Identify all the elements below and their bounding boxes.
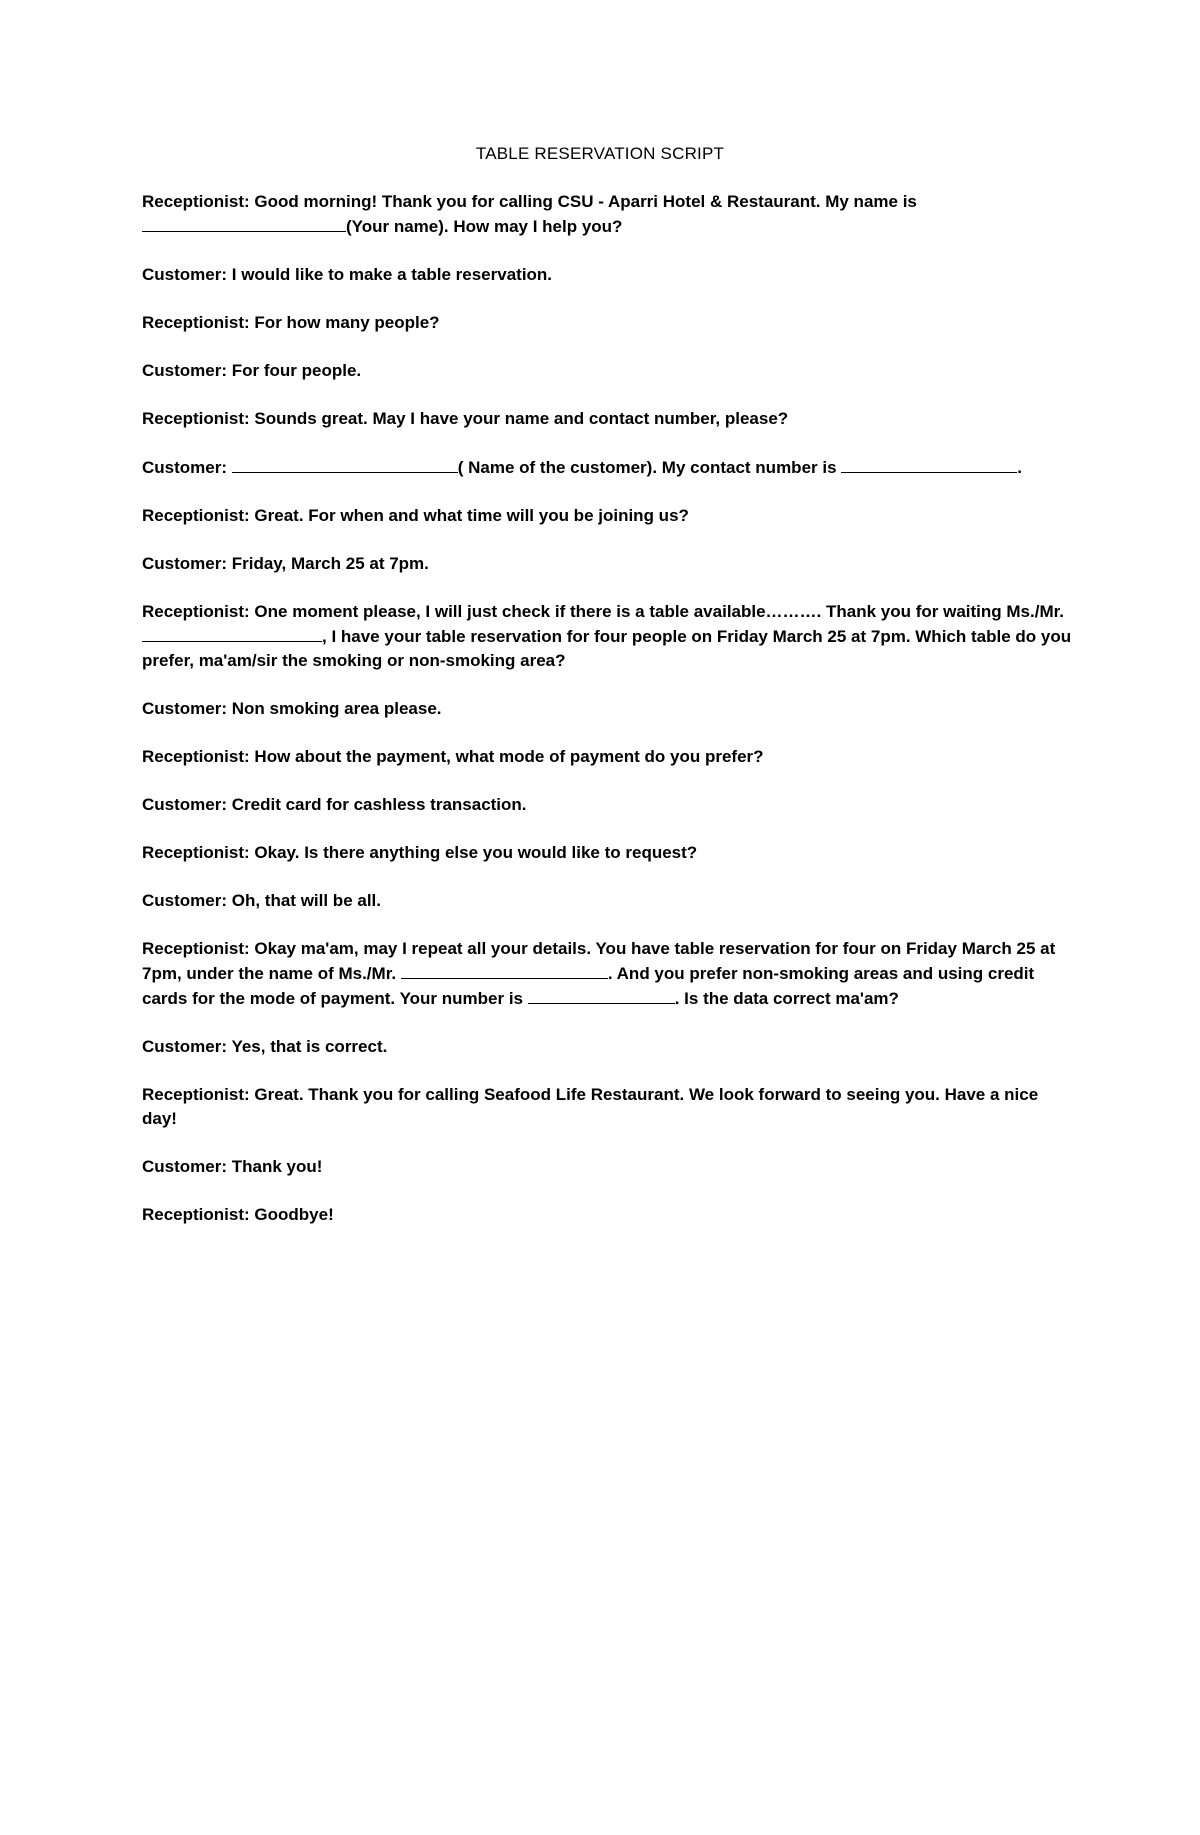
dialogue-line	[142, 190, 1072, 239]
line-text: For how many people?	[254, 313, 440, 332]
speaker-label: Customer:	[142, 361, 228, 380]
speaker-label: Customer:	[142, 1037, 228, 1056]
speaker-label: Receptionist:	[142, 1205, 250, 1224]
fill-in-blank	[528, 986, 675, 1004]
line-text: . Is the data correct ma'am?	[674, 989, 899, 1008]
line-text: Good morning! Thank you for calling CSU - Aparri Hotel & Restaurant. My name is	[254, 192, 917, 211]
fill-in-blank	[142, 214, 346, 232]
fill-in-blank	[142, 624, 322, 642]
line-text: Great. Thank you for calling Seafood Life Restaurant. We look forward to seeing you. Have a nice day!	[142, 1085, 1039, 1128]
speaker-label: Receptionist:	[142, 939, 250, 958]
line-text: I would like to make a table reservation.	[231, 265, 553, 284]
speaker-label: Receptionist:	[142, 1085, 250, 1104]
dialogue-line	[142, 359, 1072, 383]
dialogue-line	[142, 745, 1072, 769]
line-text: For four people.	[231, 361, 362, 380]
line-text: (Your name). How may I help you?	[346, 217, 623, 236]
dialogue-line	[142, 1155, 1072, 1179]
speaker-label: Customer:	[142, 554, 228, 573]
dialogue-line	[142, 937, 1072, 1011]
line-text: How about the payment, what mode of payment do you prefer?	[254, 747, 764, 766]
dialogue-line	[142, 311, 1072, 335]
line-text: Great. For when and what time will you be joining us?	[254, 506, 689, 525]
speaker-label: Receptionist:	[142, 602, 250, 621]
dialogue-line	[142, 697, 1072, 721]
speaker-label: Customer:	[142, 458, 228, 477]
line-text: Okay. Is there anything else you would like to request?	[254, 843, 698, 862]
dialogue-line	[142, 552, 1072, 576]
line-text: Yes, that is correct.	[231, 1037, 388, 1056]
dialogue-line	[142, 1203, 1072, 1227]
line-text: Sounds great. May I have your name and contact number, please?	[254, 409, 789, 428]
speaker-label: Customer:	[142, 1157, 228, 1176]
document-title: TABLE RESERVATION SCRIPT	[475, 144, 725, 163]
script-body	[142, 190, 1072, 1251]
line-text: Non smoking area please.	[231, 699, 442, 718]
dialogue-line	[142, 1083, 1072, 1131]
dialogue-line	[142, 1035, 1072, 1059]
dialogue-line	[142, 600, 1072, 673]
dialogue-line	[142, 263, 1072, 287]
line-text: Oh, that will be all.	[231, 891, 381, 910]
speaker-label: Receptionist:	[142, 506, 250, 525]
dialogue-line	[142, 793, 1072, 817]
fill-in-blank	[841, 455, 1017, 473]
line-text: ( Name of the customer). My contact number is	[457, 458, 837, 477]
line-text: .	[1017, 458, 1023, 477]
speaker-label: Receptionist:	[142, 409, 250, 428]
line-text: , I have your table reservation for four people on Friday March 25 at 7pm. Which table do you prefer, ma'am/sir the smoking or non-smoking area?	[142, 627, 1072, 670]
dialogue-line	[142, 455, 1072, 480]
speaker-label: Customer:	[142, 699, 228, 718]
line-text: One moment please, I will just check if there is a table available………. Thank you for waiting Ms./Mr.	[254, 602, 1065, 621]
line-text: Thank you!	[231, 1157, 323, 1176]
line-text: Credit card for cashless transaction.	[231, 795, 527, 814]
dialogue-line	[142, 841, 1072, 865]
speaker-label: Receptionist:	[142, 747, 250, 766]
speaker-label: Customer:	[142, 265, 228, 284]
speaker-label: Receptionist:	[142, 843, 250, 862]
speaker-label: Customer:	[142, 795, 228, 814]
speaker-label: Customer:	[142, 891, 228, 910]
dialogue-line	[142, 407, 1072, 431]
dialogue-line	[142, 889, 1072, 913]
line-text: Goodbye!	[254, 1205, 334, 1224]
line-text: . And you prefer non-smoking areas and using credit cards for the mode of payment. Your number is	[142, 964, 1035, 1008]
line-text: Okay ma'am, may I repeat all your details. You have table reservation for four on Friday March 25 at 7pm, under the name of Ms./Mr.	[142, 939, 1056, 983]
dialogue-line	[142, 504, 1072, 528]
fill-in-blank	[232, 455, 458, 473]
line-text: Friday, March 25 at 7pm.	[231, 554, 429, 573]
speaker-label: Receptionist:	[142, 313, 250, 332]
speaker-label: Receptionist:	[142, 192, 250, 211]
fill-in-blank	[401, 961, 608, 979]
